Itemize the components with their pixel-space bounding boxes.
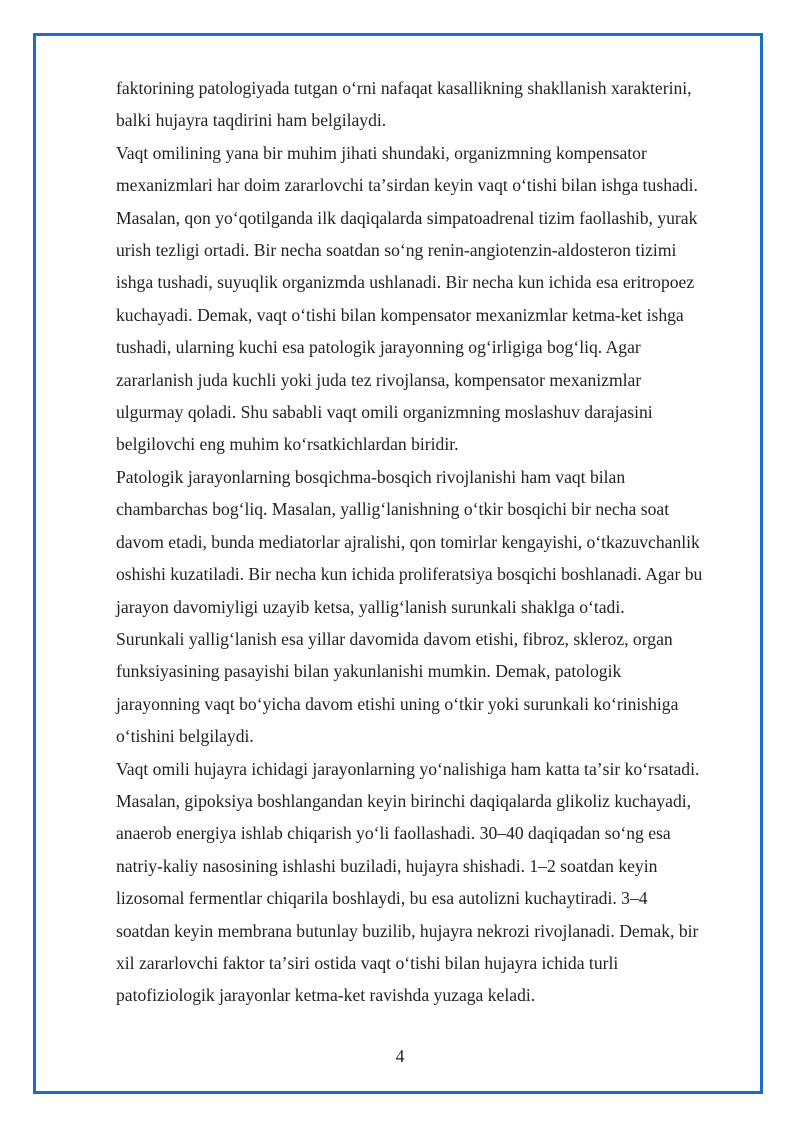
text-line: Vaqt omili hujayra ichidagi jarayonlarning yoʻnalishiga ham katta taʼsir koʻrsatadi. <box>116 758 700 779</box>
text-line: ishga tushadi, suyuqlik organizmda ushlanadi. Bir necha kun ichida esa eritropoez <box>116 272 695 293</box>
text-line: davom etadi, bunda mediatorlar ajralishi, qon tomirlar kengayishi, oʻtkazuvchanlik <box>116 531 700 552</box>
text-line: kuchayadi. Demak, vaqt oʻtishi bilan kompensator mexanizmlar ketma-ket ishga <box>116 304 684 325</box>
text-line: balki hujayra taqdirini ham belgilaydi. <box>116 110 387 131</box>
text-line: mexanizmlari har doim zararlovchi taʼsirdan keyin vaqt oʻtishi bilan ishga tushadi. <box>116 175 698 196</box>
text-line: xil zararlovchi faktor taʼsiri ostida vaqt oʻtishi bilan hujayra ichida turli <box>116 952 619 973</box>
text-line: jarayon davomiyligi uzayib ketsa, yalligʻlanish surunkali shaklga oʻtadi. <box>116 596 625 617</box>
text-line: ulgurmay qoladi. Shu sababli vaqt omili organizmning moslashuv darajasini <box>116 402 653 423</box>
text-line: natriy-kaliy nasosining ishlashi buziladi, hujayra shishadi. 1–2 soatdan keyin <box>116 855 658 876</box>
text-line: oshishi kuzatiladi. Bir necha kun ichida proliferatsiya bosqichi boshlanadi. Agar bu <box>116 564 703 585</box>
text-line: lizosomal fermentlar chiqarila boshlaydi, bu esa autolizni kuchaytiradi. 3–4 <box>116 888 648 909</box>
text-line: Masalan, qon yoʻqotilganda ilk daqiqalarda simpatoadrenal tizim faollashib, yurak <box>116 207 698 228</box>
page-number: 4 <box>395 1046 405 1066</box>
text-line: jarayonning vaqt boʻyicha davom etishi uning oʻtkir yoki surunkali koʻrinishiga <box>116 693 679 714</box>
text-line: Patologik jarayonlarning bosqichma-bosqich rivojlanishi ham vaqt bilan <box>116 466 626 487</box>
body-text <box>116 72 746 1012</box>
text-line: urish tezligi ortadi. Bir necha soatdan soʻng renin-angiotenzin-aldosteron tizimi <box>116 240 677 261</box>
text-line: Masalan, gipoksiya boshlangandan keyin birinchi daqiqalarda glikoliz kuchayadi, <box>116 790 692 811</box>
text-line: chambarchas bogʻliq. Masalan, yalligʻlanishning oʻtkir bosqichi bir necha soat <box>116 499 670 520</box>
text-line: anaerob energiya ishlab chiqarish yoʻli faollashadi. 30–40 daqiqadan soʻng esa <box>116 823 671 844</box>
text-line: Vaqt omilining yana bir muhim jihati shundaki, organizmning kompensator <box>116 142 647 163</box>
text-line: soatdan keyin membrana butunlay buzilib, hujayra nekrozi rivojlanadi. Demak, bir <box>116 920 699 941</box>
text-line: belgilovchi eng muhim koʻrsatkichlardan biridir. <box>116 434 459 455</box>
text-line: tushadi, ularning kuchi esa patologik jarayonning ogʻirligiga bogʻliq. Agar <box>116 337 641 358</box>
text-line: faktorining patologiyada tutgan oʻrni nafaqat kasallikning shakllanish xarakterini, <box>116 78 692 98</box>
text-line: zararlanish juda kuchli yoki juda tez rivojlansa, kompensator mexanizmlar <box>116 369 642 390</box>
text-line: Surunkali yalligʻlanish esa yillar davomida davom etishi, fibroz, skleroz, organ <box>116 628 673 649</box>
text-line: oʻtishini belgilaydi. <box>116 726 254 747</box>
text-line: funksiyasining pasayishi bilan yakunlanishi mumkin. Demak, patologik <box>116 661 622 682</box>
text-line: patofiziologik jarayonlar ketma-ket ravishda yuzaga keladi. <box>116 985 536 1006</box>
